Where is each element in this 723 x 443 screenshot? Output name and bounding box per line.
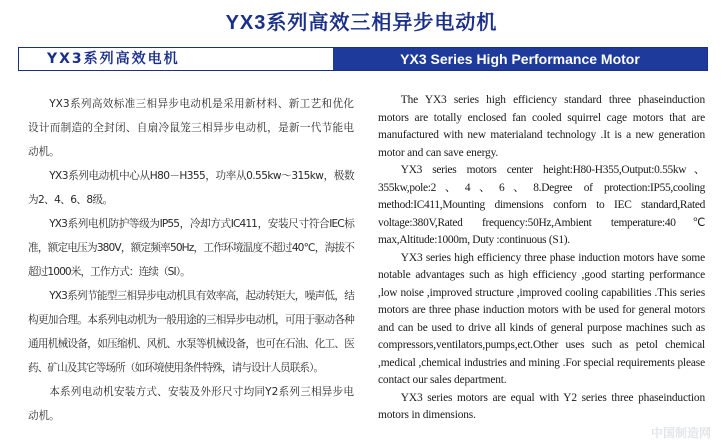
cn-paragraph-advantages: YX3系列节能型三相异步电动机具有效率高，起动转矩大，噪声低，结构更加合理。本系列电动机为一般用途的三相异步电动机，可用于驱动各种通用机械设备，如压缩机、风机、水泵等机械设备，也可在石油、化工、医药、矿山及其它等场所（如环境使用条件特殊，请与设计人员联系）。 <box>28 290 354 374</box>
en-paragraph-specs: YX3 series motors center height:H80-H355,Output:0.55kw、355kw,pole:2、4、6、8.Degree of protection:IP55,cooling method:IC411,Mounting dimensions conforn to IEC standard,Rated voltage:380V,Rated frequency:50Hz,Ambient temperature:40℃ max,Altitude:1000m, Duty :continuous (S1). <box>378 164 705 246</box>
header-bar <box>18 47 708 71</box>
cn-paragraph-specs: YX3系列电动机中心从H80－H355，功率从0.55kw～315kw，极数为2、4、6、8级。 <box>28 170 354 206</box>
chinese-description <box>28 92 354 428</box>
watermark: 中国制造网 <box>650 426 711 440</box>
en-paragraph-dimensions: YX3 series motors are equal with Y2 series three phaseinduction motors in dimensions. <box>378 391 705 421</box>
cn-paragraph-protection: YX3系列电机防护等级为IP55，冷却方式IC411，安装尺寸符合IEC标准，额定电压为380V，额定频率50Hz，工作环境温度不超过40℃，海拔不超过1000米，工作方式：连续（SI）。 <box>28 218 354 278</box>
cn-paragraph-intro: YX3系列高效标准三相异步电动机是采用新材料、新工艺和优化设计而制造的全封闭、自扇冷鼠笼三相异步电动机，是新一代节能电动机。 <box>28 98 354 158</box>
en-paragraph-intro: The YX3 series high efficiency standard three phaseinduction motors are totally enclosed fan cooled squirrel cage motors that are manufactured with new materialand technology .It is a new generation motor and can save energy. <box>378 94 705 159</box>
header-bar-english-label: YX3 Series High Performance Motor <box>333 48 707 70</box>
english-description <box>378 92 705 425</box>
en-paragraph-advantages: YX3 series high efficiency three phase induction motors have some notable advantages such as high efficiency ,good starting performance ,low noise ,improved structure ,improved cooling capabilities .This series motors are three phase induction motors with be used for general motors and can be used to drive all kinds of general purpose machines such as compressors,ventilators,pumps,ect.Other uses such as petol chemical ,medical ,chemical industries and mining .For special requirements please contact our sales department. <box>378 251 705 386</box>
header-bar-chinese-label: YX3系列高效电机 <box>19 48 333 70</box>
page-title: YX3系列高效三相异步电动机 <box>225 12 498 34</box>
cn-paragraph-dimensions: 本系列电动机安装方式、安装及外形尺寸均同Y2系列三相异步电动机。 <box>28 386 354 422</box>
